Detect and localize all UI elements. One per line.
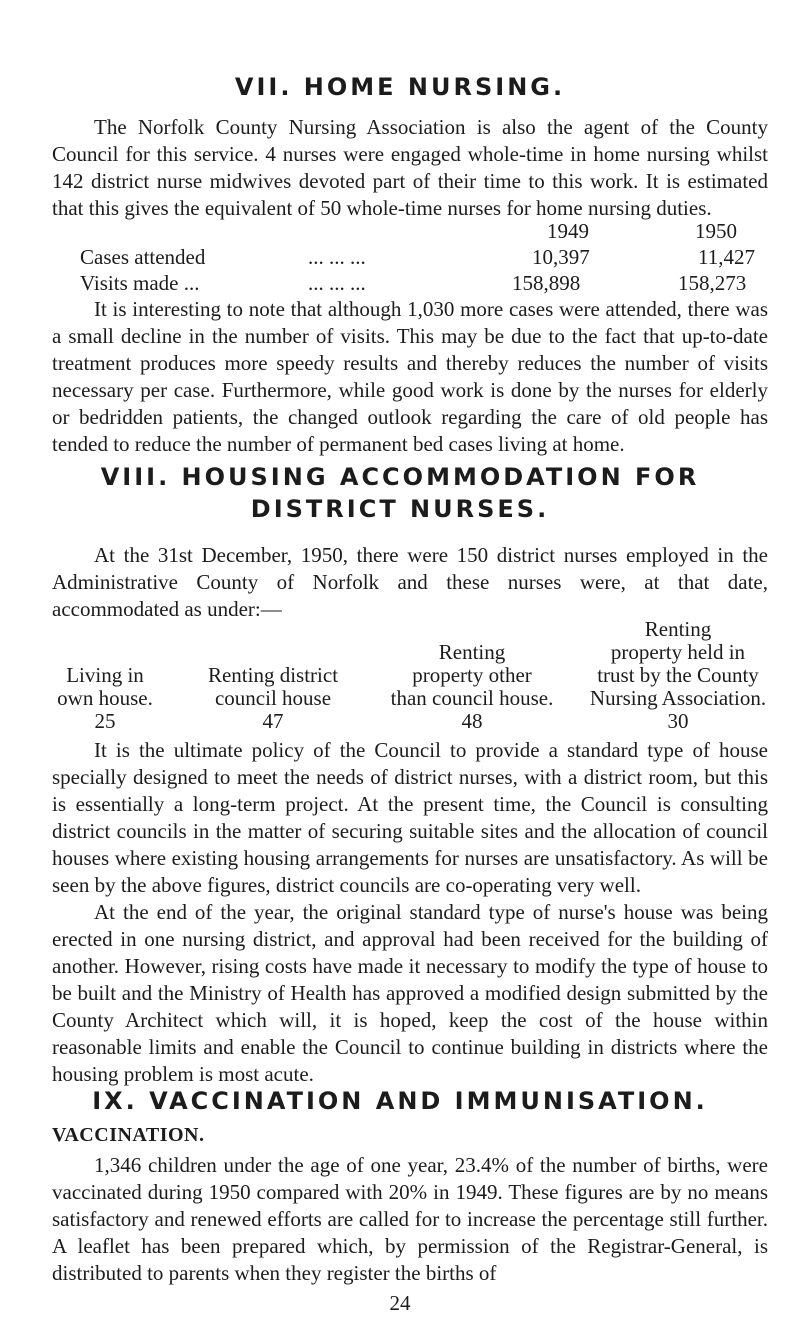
accommodation-trust-property: Renting property held in trust by the County Nursing Association. 30	[568, 618, 788, 733]
housing-paragraph-2: It is the ultimate policy of the Council to provide a standard type of house specially designed to meet the needs of district nurses, with a district room, but this is essentially a long-term project. At the present time, the Council is consulting district councils in the matter of securing suitable sites and the allocation of council houses where existing housing arrangements for nurses are unsatisfactory. As will be seen by the above figures, district councils are co-operating very well.	[52, 738, 768, 897]
accommodation-other-property: Renting property other than council house. 48	[372, 618, 572, 733]
row-leader-dots: ... ... ...	[308, 245, 366, 269]
count-other-property: 48	[461, 709, 483, 733]
home-nursing-intro: The Norfolk County Nursing Association is also the agent of the County Council for this service. 4 nurses were engaged whole-time in home nursing whilst 142 district nurse midwives devoted part of their time to this work. It is estimated that this gives the equivalent of 50 whole-time nurses for home nursing duties.	[52, 115, 768, 220]
cases-1949: 10,397	[532, 245, 590, 269]
count-own-house: 25	[94, 709, 116, 733]
row-label: Cases attended	[80, 245, 206, 269]
cases-1950: 11,427	[698, 245, 755, 269]
count-trust-property: 30	[667, 709, 689, 733]
count-council-house: 47	[262, 709, 284, 733]
visits-1949: 158,898	[512, 271, 581, 295]
accommodation-council-house: Renting district council house 47	[188, 618, 358, 733]
home-nursing-paragraph-2: It is interesting to note that although 1,030 more cases were attended, there was a small decline in the number of visits. This may be due to the fact that up-to-date treatment produces more speedy results and thereby reduces the number of visits necessary per case. Furthermore, while good work is done by the nurses for elderly or bedridden patients, the changed outlook regarding the care of old people has tended to reduce the number of permanent bed cases living at home.	[52, 297, 768, 456]
nursing-table-header	[80, 218, 780, 244]
table-row-visits	[80, 270, 780, 296]
housing-paragraph-3: At the end of the year, the original standard type of nurse's house was being erected in one nursing district, and approval had been received for the building of another. However, rising costs have made it necessary to modify the type of house to be built and the Ministry of Health has approved a modified design submitted by the County Architect which will, it is hoped, keep the cost of the house within reasonable limits and enable the Council to continue building in districts where the housing problem is most acute.	[52, 900, 768, 1086]
column-1950: 1950	[695, 219, 737, 243]
table-row-cases	[80, 244, 780, 270]
row-label: Visits made ...	[80, 271, 200, 295]
row-leader-dots: ... ... ...	[308, 271, 366, 295]
section-heading-home-nursing: VII. HOME NURSING.	[234, 73, 566, 101]
column-1949: 1949	[547, 219, 589, 243]
accommodation-own-house: Living in own house. 25	[40, 618, 170, 733]
housing-intro: At the 31st December, 1950, there were 150 district nurses employed in the Administrative County of Norfolk and these nurses were, at that date, accommodated as under:—	[52, 543, 768, 621]
visits-1950: 158,273	[678, 271, 747, 295]
vaccination-subheading: VACCINATION.	[52, 1124, 205, 1146]
page-number: 24	[389, 1291, 411, 1315]
section-heading-vaccination: IX. VACCINATION AND IMMUNISATION.	[92, 1087, 708, 1115]
vaccination-paragraph: 1,346 children under the age of one year, 23.4% of the number of births, were vaccinated during 1950 compared with 20% in 1949. These figures are by no means satisfactory and renewed efforts are called for to increase the percentage still further. A leaflet has been prepared which, by permission of the Registrar-General, is distributed to parents when they register the births of	[52, 1153, 768, 1285]
section-heading-housing-line2: DISTRICT NURSES.	[250, 495, 550, 523]
section-heading-housing: VIII. HOUSING ACCOMMODATION FOR	[100, 463, 700, 491]
